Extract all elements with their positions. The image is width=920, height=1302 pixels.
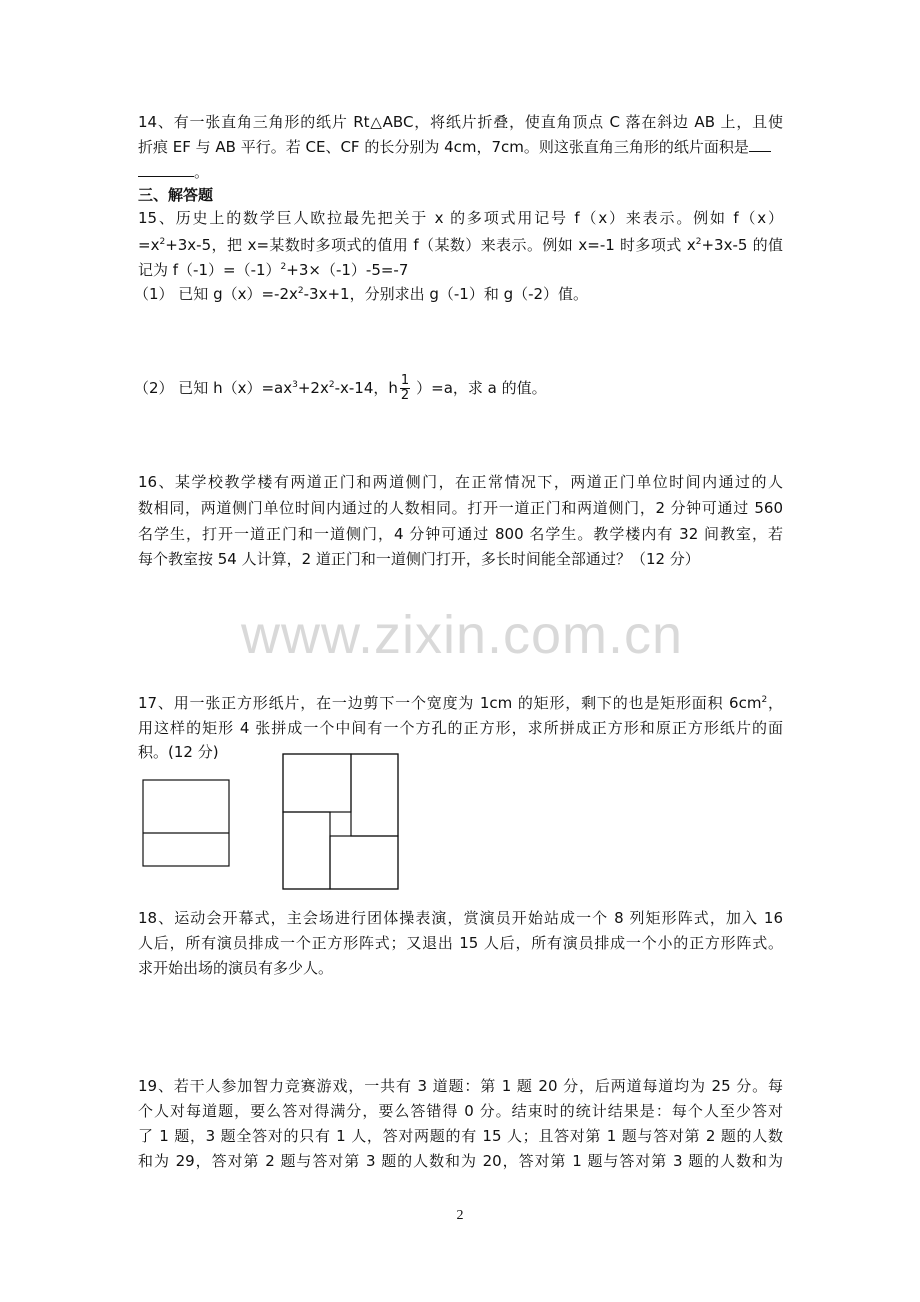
cut-square-figure	[143, 780, 229, 866]
q14-line-2-text: 折痕 EF 与 AB 平行。若 CE、CF 的长分别为 4cm，7cm。则这张直角三角形的纸片面积是	[138, 138, 749, 156]
q15-p2-a: （2） 已知 h（x）=ax	[134, 379, 293, 397]
q15-p2-sup1: 3	[292, 380, 298, 390]
q15-p2-sup2: 2	[328, 380, 335, 390]
rectangle-bottom-right	[330, 836, 398, 889]
page-number: 2	[456, 1208, 464, 1223]
q15-p1-a: （1） 已知 g（x）=-2x	[134, 285, 298, 303]
watermark: www.zixin.com.cn	[240, 605, 684, 665]
q15-p2-c: -x-14，h	[334, 379, 398, 397]
fraction-numerator: 1	[400, 373, 410, 388]
q16-line-3: 名学生，打开一道正门和一道侧门，4 分钟可通过 800 名学生。教学楼内有 32 间教室，若	[138, 525, 783, 543]
q19-line-1: 19、若干人参加智力竞赛游戏，一共有 3 道题：第 1 题 20 分，后两道每道均为 25 分。每	[138, 1077, 783, 1095]
fraction-denominator: 2	[400, 388, 410, 403]
q15-l3-a: 记为 f（-1）=（-1）	[138, 261, 281, 279]
q17-line-3: 积。(12 分)	[138, 743, 219, 761]
q15-l2-b: +3x-5，把 x=某数时多项式的值用 f（某数）来表示。例如 x=-1 时多项式 x	[165, 236, 696, 254]
q16-line-4: 每个教室按 54 人计算，2 道正门和一道侧门打开，多长时间能全部通过？（12 分）	[138, 550, 700, 568]
q17-l1-sup: 2	[761, 695, 768, 705]
q15-p2-d: ）=a，求 a 的值。	[416, 379, 547, 397]
q18-line-1: 18、运动会开幕式，主会场进行团体操表演，赏演员开始站成一个 8 列矩形阵式，加入 16	[138, 909, 783, 927]
q19-line-2: 个人对每道题，要么答对得满分，要么答错得 0 分。结束时的统计结果是：每个人至少答对	[138, 1102, 783, 1120]
q19-line-4: 和为 29，答对第 2 题与答对第 3 题的人数和为 20，答对第 1 题与答对第 3 题的人数和为	[138, 1152, 783, 1170]
q15-l3-sup: 2	[280, 262, 287, 272]
rectangle-top-right	[351, 754, 398, 836]
q15-l2-sup1: 2	[159, 237, 166, 247]
q15-l3-b: +3×（-1）-5=-7	[286, 261, 409, 279]
q17-line-2: 用这样的矩形 4 张拼成一个中间有一个方孔的正方形，求所拼成正方形和原正方形纸片的面	[138, 719, 783, 737]
q19-line-3: 了 1 题，3 题全答对的只有 1 人，答对两题的有 15 人；且答对第 1 题与答对第 2 题的人数	[138, 1127, 783, 1145]
q15-p1-b: -3x+1，分别求出 g（-1）和 g（-2）值。	[303, 285, 589, 303]
original-square	[143, 780, 229, 866]
q18-line-3: 求开始出场的演员有多少人。	[138, 959, 334, 977]
pinwheel-square-figure	[283, 754, 398, 889]
q18-line-2: 人后，所有演员排成一个正方形阵式；又退出 15 人后，所有演员排成一个小的正方形阵式。	[138, 934, 783, 952]
q17-l1-b: ，	[767, 694, 783, 712]
q15-p2-b: +2x	[297, 379, 329, 397]
q14-line-3-end: 。	[194, 163, 210, 181]
section-heading: 三、解答题	[138, 186, 214, 204]
q14-line-1: 14、有一张直角三角形的纸片 Rt△ABC，将纸片折叠，使直角顶点 C 落在斜边 AB 上，且使	[138, 113, 783, 131]
q15-p1-sup: 2	[297, 286, 304, 296]
q16-line-2: 数相同，两道侧门单位时间内通过的人数相同。打开一道正门和两道侧门，2 分钟可通过 560	[138, 499, 783, 517]
assembled-square	[283, 754, 398, 889]
q17-l1-a: 17、用一张正方形纸片，在一边剪下一个宽度为 1cm 的矩形，剩下的也是矩形面积 6cm	[138, 694, 762, 712]
q16-line-1: 16、某学校教学楼有两道正门和两道侧门，在正常情况下，两道正门单位时间内通过的人	[138, 473, 783, 491]
q15-l2-c: +3x-5 的值	[701, 236, 783, 254]
rectangle-top-left	[283, 754, 351, 812]
q15-line-1: 15、历史上的数学巨人欧拉最先把关于 x 的多项式用记号 f（x）来表示。例如 f（x）	[138, 209, 783, 227]
q15-l2-a: =x	[138, 236, 160, 254]
q15-l2-sup2: 2	[695, 237, 702, 247]
rectangle-bottom-left	[283, 812, 330, 889]
